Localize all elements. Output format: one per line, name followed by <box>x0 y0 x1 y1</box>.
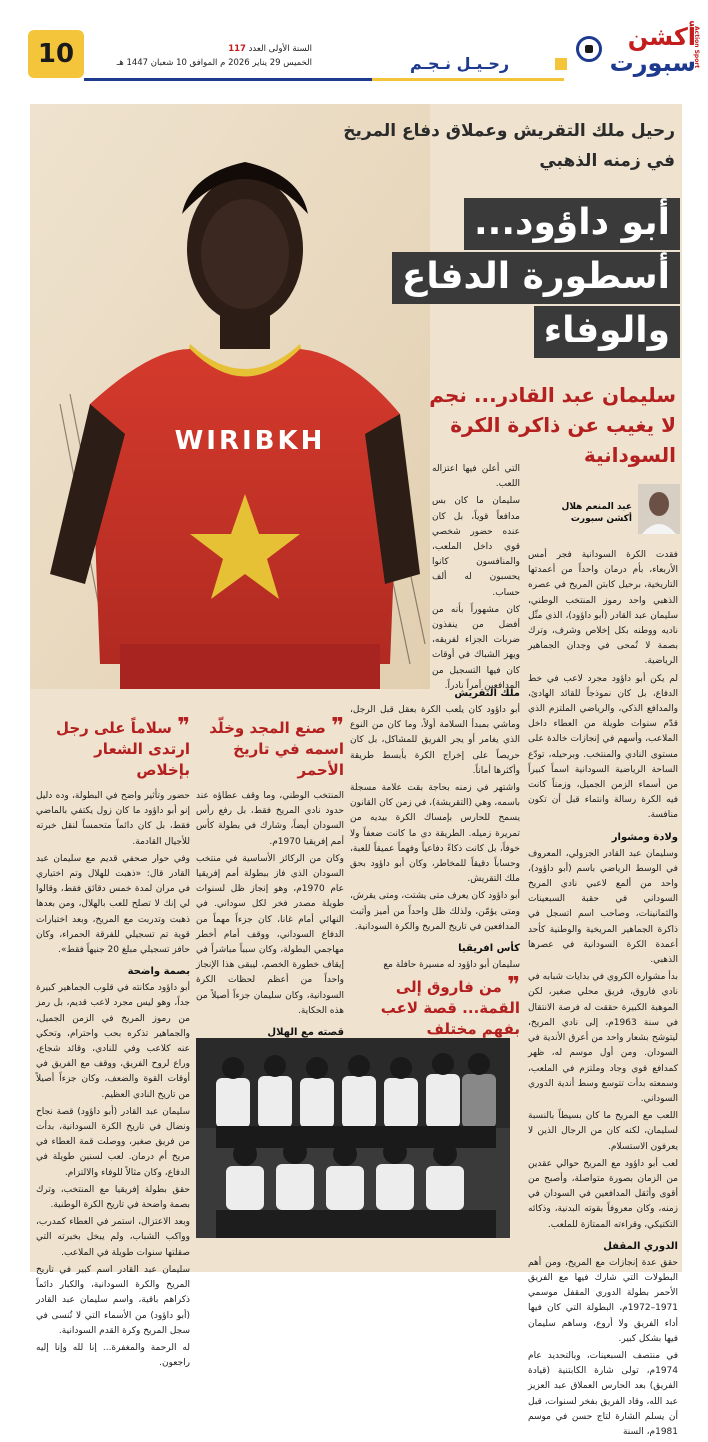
author-name: عبد المنعم هلال <box>561 502 632 512</box>
shirt-text: WIRIBKH <box>174 426 326 456</box>
paragraph: له الرحمة والمغفرة... إنا لله وإنا إليه راجعون. <box>36 1342 190 1369</box>
football-icon <box>576 36 602 62</box>
paragraph: سليمان عبد القادر (أبو داؤود) قصة نجاح ونضال في تاريخ الكرة السودانية، بدأت من فريق صغير، ووصلت قمة العطاء في مريخ أم درمان. لعب لسنين طويلة في الدفاع، وكان مثالاً للوفاء والالتزام. <box>36 1106 190 1178</box>
section-heading-africa: كأس افريقيا <box>458 943 520 955</box>
team-photo <box>196 1038 510 1238</box>
paragraph: وفي حوار صحفي قديم مع سليمان عبد القادر قال: «ذهبت للهلال وتم اختياري في مران لمدة خمس دقائق فقط، وقالوا لي إنك لا تصلح للعب بالهلال، ومن بعدها ذهبت وتدربت مع المريخ، وبعد اختبارات قوية تم تسجيلي للفرقة الحمراء، وكان حافز تسجيلي مبلغ 20 جنيهاً فقط». <box>36 853 190 956</box>
player-portrait-illustration <box>30 104 430 689</box>
paragraph: أبو داؤود كان يعرف متى يشتت، ومتى يقرش، ومتى يؤمّن، ولذلك ظل واحداً من أميز وأثبت المدافعين في تاريخ المريخ والكرة السودانية. <box>350 891 520 932</box>
author-byline <box>540 484 680 544</box>
issue-date: الخميس 29 يناير 2026 م الموافق 10 شعبان 1447 هـ <box>116 58 312 68</box>
paragraph: في منتصف السبعينات، وبالتحديد عام 1974م، تولى شارة الكابتنية (قيادة الفريق) بعد الحارس العملاق عبد العزيز عبد الله، وقاد الفريق بفخر لسنوات، قبل أن يسلم الشارة لتاج حسن في موسم 1981م، السنة <box>528 1350 678 1437</box>
headline-line-3: والوفاء <box>534 306 680 358</box>
section-title: رحـيـل نـجـم <box>410 54 510 73</box>
pull-quote-text: صنع المجد وخلّد اسمه في تاريخ الأحمر <box>209 719 344 779</box>
column-left <box>36 714 190 1373</box>
logo-text-bottom: سبورت <box>609 49 696 77</box>
headline-line-1: أبو داؤود... <box>464 198 680 250</box>
paragraph: كان مشهوراً بأنه من أفضل من ينفذون ضربات الجزاء لفريقه، ويهز الشباك في أوقات كان فيها التسجيل من المدافعين أمراً نادراً. <box>432 604 520 691</box>
pull-quote-text: سلاماً على رجل ارتدى الشعار بإخلاص <box>55 719 190 779</box>
issue-number: 117 <box>228 44 246 54</box>
logo-text-en: Action Sport <box>693 26 700 69</box>
section-heading-birth: ولادة ومشوار <box>611 831 678 843</box>
paragraph: لعب أبو داؤود مع المريخ حوالي عقدين من الزمان بصورة متواصلة، وأصبح من أقوى وأثقل المدافعين في السودان في زمنه، وكان معروفاً بقوته البدنية، وذكائه التكتيكي، وقراءته الممتازة للملعب. <box>528 1158 678 1230</box>
section-heading-hilal: قصته مع الهلال <box>267 1027 344 1039</box>
paragraph: سليمان عبد القادر اسم كبير في تاريخ المريخ والكرة السودانية، والكبار دائماً ذكراهم باقية، واسم سليمان عبد القادر (أبو داؤود) من الأسماء التي لا تُنسى في سجل المريخ وكرة القدم السودانية. <box>36 1264 190 1336</box>
quote-mark-icon: ❞ <box>177 714 190 739</box>
paragraph: حضور وتأثير واضح في البطولة، وده دليل إنو أبو داؤود ما كان زول يكتفي بالماضي فقط، بل كان دائماً متحمساً لنقل خبرته للأجيال القادمة. <box>36 791 190 847</box>
paragraph: سليمان ما كان بس مدافعاً قوياً، بل كان عنده حضور شخصي قوي داخل الملعب، والمنافسون كانوا يحسبون له ألف حساب. <box>432 496 520 598</box>
pull-quote-text: من فاروق إلى القمة... قصة لاعب بفهم مختلف <box>380 978 520 1039</box>
paragraph: حقق عدة إنجازات مع المريخ، ومن أهم البطولات التي شارك فيها مع الفريق الأحمر بطولة الدوري المقفل موسمي 1971–1972م، البطولة التي كان فيها أداء الفريق ولا أروع، وساهم سليمان فيها بشكل كبير. <box>528 1257 678 1344</box>
paragraph: وكان من الركائز الأساسية في منتخب السودان الذي فاز ببطولة أمم إفريقيا عام 1970م، وهو إنجاز ظل لسنوات طويلة مصدر فخر لكل سوداني. في النهائي أمام غانا، كان جزءاً مهماً من الدفاع السوداني، ووقف أمام أخطر مهاجمي البطولة، وكان سبباً مباشراً في إيقاف خطورة الخصم، ليبقى هذا الإنجاز واحداً من أعظم لحظات الكرة السودانية، وكان سليمان جزءاً أصيلاً من هذه الحكاية. <box>196 853 345 1016</box>
logo-text-top: أكشن <box>627 23 696 51</box>
paragraph: أبو داؤود مكانته في قلوب الجماهير كبيرة جداً، وهو ليس مجرد لاعب قديم، بل رمز من رموز المريخ في الزمن الجميل، والجماهير تذكره بحب واحترام، وتحكي عنه كلاعب وفي للنادي، وقائد شجاع، وراع لروح الفريق، ووقف مع الفريق في أوقات القوة والضعف، وكان جزءاً أصيلاً من تاريخ النادي العظيم. <box>36 983 190 1100</box>
section-heading-taqrish: ملك التقريش <box>454 688 520 699</box>
paragraph: وسليمان عبد القادر الجزولي، المعروف في الوسط الرياضي باسم (أبو داؤود)، واحد من ألمع لاعبي نادي المريخ السوداني في حقبة السبعينات والثمانينات، وصاحب اسم اتسجل في ذاكرة الجماهير المريخية والوطنية كأحد أعمدة الكرة السودانية في عصرها الذهبي. <box>528 848 678 966</box>
section-heading-league: الدوري المقفل <box>603 1240 678 1252</box>
article-subheadline: سليمان عبد القادر... نجم لا يغيب عن ذاكرة الكرة السودانية <box>429 383 676 467</box>
headline-line-2: أسطورة الدفاع <box>392 252 680 304</box>
paragraph: واشتهر في زمنه بحاجة بقت علامة مسجلة باسمه، وهي (التقريشة)، في زمن كان القانون يسمح للحارس بإمساك الكرة بيديه من تمريرة زميله. الطريقة دي ما كانت ضعفاً ولا خوفاً، بل كانت ذكاءً دفاعياً وفهماً عميقاً للعبة، وحساباً دقيقاً للمخاطر، وكان أبو داؤود بحق ملك التقريش. <box>349 783 520 885</box>
section-heading-mark: بصمة واضحة <box>127 966 190 978</box>
author-photo <box>638 484 680 534</box>
quote-mark-icon: ❞ <box>507 973 520 999</box>
article-kicker: رحيل ملك التقريش وعملاق دفاع المريخ في زمنه الذهبي <box>343 121 675 171</box>
author-publication: أكشن سبورت <box>570 514 632 524</box>
paragraph: لم يكن أبو داؤود مجرد لاعب في خط الدفاع، بل كان نموذجاً للقائد الهادئ، والمدافع الذكي، والرياضي الملتزم الذي قدّم سنوات طويلة من العطاء داخل الملاعب، وأسهم في إنجازات خالدة على مستوى النادي والمنتخب. وبرحيله، تودّع الساحة الرياضية السودانية اسماً كبيراً من أسماء الزمن الجميل، وزمناً كانت فيه الكرة رسالة وانتماء قبل أن تكون منافسة. <box>528 673 678 821</box>
action-sport-logo <box>572 22 700 84</box>
paragraph: المنتخب الوطني، وما وقف عطاؤه عند حدود نادي المريخ فقط، بل رفع رأس السودان أيضاً، وشارك في بطولة كأس أمم إفريقيا 1970م. <box>196 791 344 847</box>
pull-quote-farouq <box>350 975 520 1040</box>
paragraph: أبو داؤود كان يلعب الكرة بعقل قبل الرجل، وماشي بمبدأ السلامة أولاً، وما كان من النوع الذي يغامر أو يجر الفريق للمشاكل، بل كان حريصاً على إخراج الكرة بأبسط طريقة وأكثرها أماناً. <box>350 705 520 776</box>
column-right <box>528 548 678 1442</box>
paragraph: بدأ مشواره الكروي في بدايات شبابه في نادي فاروق، فريق محلي صغير، لكن الموهبة الكبيرة حققت له فرصة الانتقال في سنة 1963م، إلى نادي المريخ، ليتوشح بشعار واحد من أعرق الأندية في السودان. ومن أول موسم له، ظهر كمدافع قوي وجاد وملتزم في الملعب، وسمعته بدأت تتوسع وسط أندية الدوري السوداني. <box>528 972 679 1104</box>
column-middle <box>350 680 520 1048</box>
issue-info <box>92 42 312 70</box>
page-number: 10 <box>28 30 84 78</box>
quote-mark-icon: ❞ <box>331 714 344 739</box>
paragraph: التي أعلن فيها اعتزاله اللعب. <box>432 464 520 490</box>
page-header <box>0 0 708 100</box>
pull-quote-glory <box>196 716 344 781</box>
paragraph: فقدت الكرة السودانية فجر أمس الأربعاء، بأم درمان واحداً من أعمدتها التاريخية، برحيل كابتن المريخ في عصره الذهبي واحد رموز المنتخب الوطني، سليمان عبد القادر (أبو داؤود)، الذي مثّل ناديه ووطنه بكل إخلاص وشرف، وترك بصمة لا تُمحى في وجدان الجماهير الرياضية. <box>528 550 678 667</box>
column-middle-upper <box>432 462 520 696</box>
paragraph: اللعب مع المريخ ما كان بسيطاً بالنسبة لسليمان، لكنه كان من الرجال الذين لا يعرفون الاستسلام. <box>528 1111 678 1152</box>
pull-quote-salute <box>36 716 190 781</box>
paragraph: سليمان أبو داؤود له مسيرة حافلة مع <box>383 960 520 971</box>
issue-label: السنة الأولى العدد <box>248 44 312 54</box>
paragraph: حقق بطولة إفريقيا مع المنتخب، وترك بصمة واضحة في تاريخ الكرة الوطنية. <box>36 1184 190 1211</box>
paragraph: وبعد الاعتزال، استمر في العطاء كمدرب، وواكب الشباب، ولم يبخل بخبرته التي صقلتها سنوات طويلة في الملاعب. <box>36 1217 190 1258</box>
header-rule <box>84 78 564 81</box>
section-marker <box>555 58 567 70</box>
